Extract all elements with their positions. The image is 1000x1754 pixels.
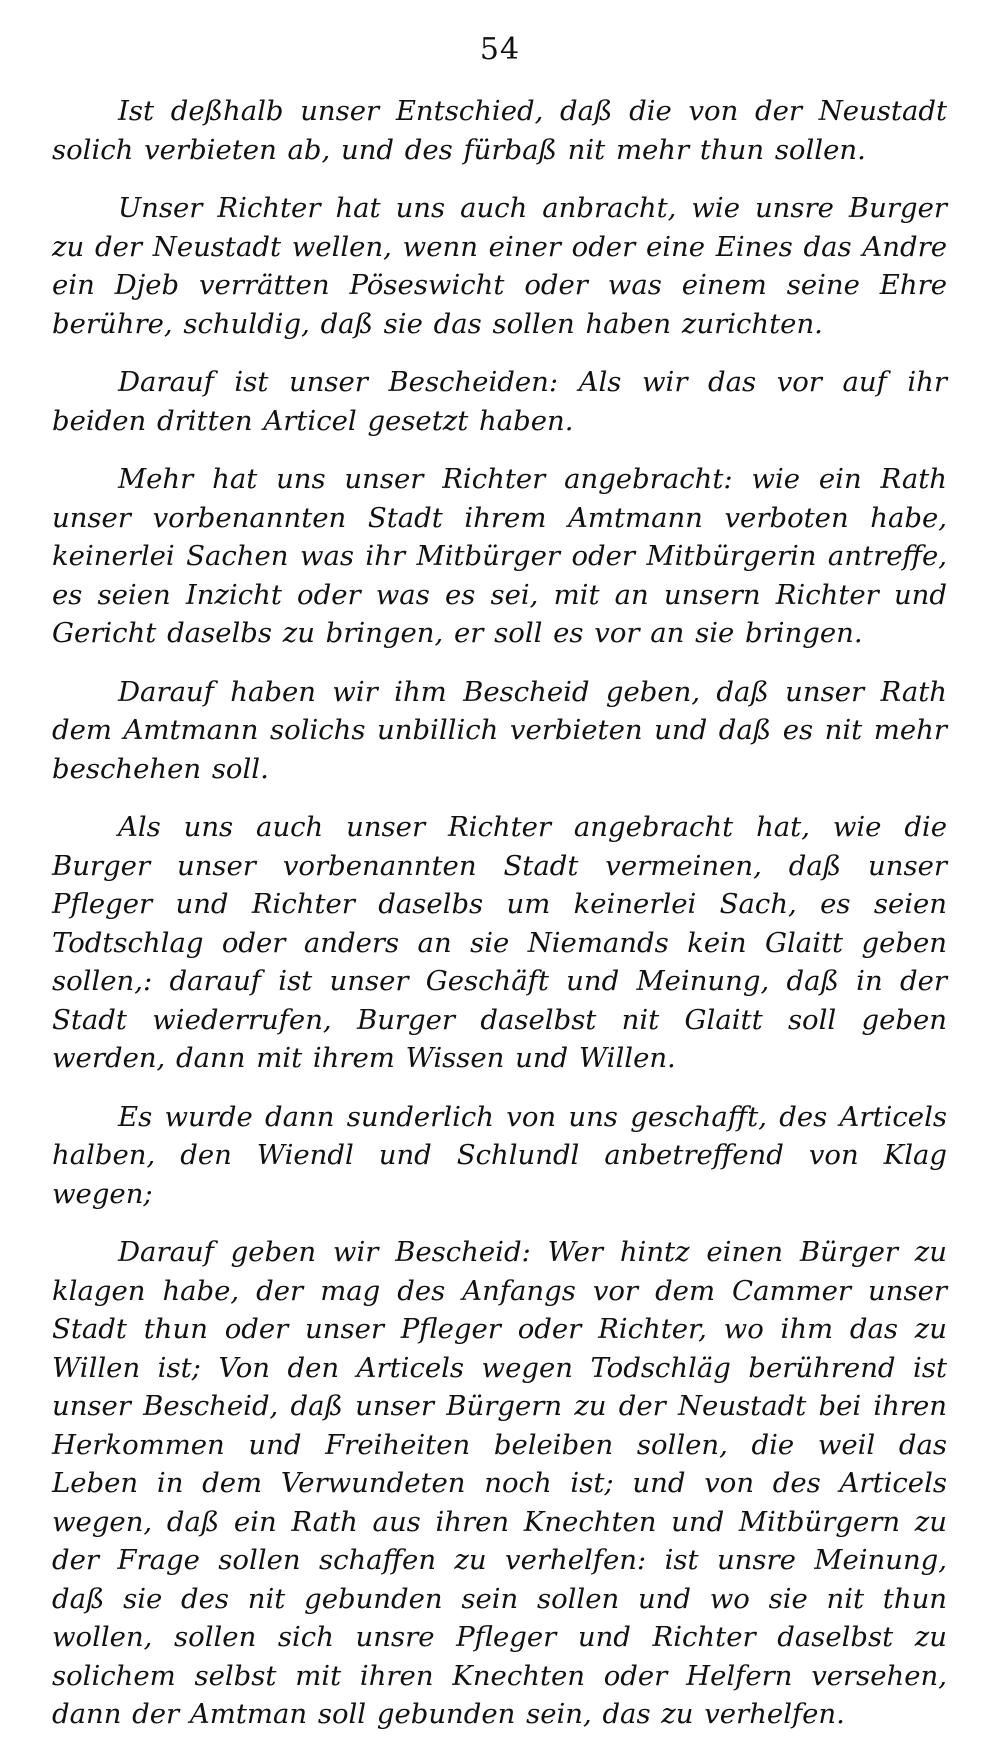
paragraph-6: Als uns auch unser Richter angebracht hat, wie die Burger unser vorbenannten Stadt vermeinen, daß unser Pfleger und Richter daselbs um keinerlei Sach, es seien Todtschlag oder anders an sie Niemands kein Glaitt geben sollen,: darauf ist unser Geschäft und Meinung, daß in der Stadt wiederrufen, Burger daselbst nit Glaitt soll geben werden, dann mit ihrem Wissen und Willen.	[52, 811, 947, 1074]
paragraph-3: Darauf ist unser Bescheiden: Als wir das vor auf ihr beiden dritten Articel gesetzt haben.	[52, 366, 947, 437]
paragraph-1: Ist deßhalb unser Entschied, daß die von der Neustadt solich verbieten ab, und des fürbaß nit mehr thun sollen.	[52, 95, 947, 166]
page-number: 54	[479, 32, 521, 67]
paragraph-8: Darauf geben wir Bescheid: Wer hintz einen Bürger zu klagen habe, der mag des Anfangs vor dem Cammer unser Stadt thun oder unser Pfleger oder Richter, wo ihm das zu Willen ist; Von den Articels wegen Todschläg berührend ist unser Bescheid, daß unser Bürgern zu der Neustadt bei ihren Herkommen und Freiheiten beleiben sollen, die weil das Leben in dem Verwundeten noch ist; und von des Articels wegen, daß ein Rath aus ihren Knechten und Mitbürgern zu der Frage sollen schaffen zu verhelfen: ist unsre Meinung, daß sie des nit gebunden sein sollen und wo sie nit thun wollen, sollen sich unsre Pfleger und Richter daselbst zu solichem selbst mit ihren Knechten oder Helfern versehen, dann der Amtman soll gebunden sein, das zu verhelfen.	[52, 1236, 947, 1730]
paragraph-2: Unser Richter hat uns auch anbracht, wie unsre Burger zu der Neustadt wellen, wenn einer oder eine Eines das Andre ein Djeb verrätten Pöseswicht oder was einem seine Ehre berühre, schuldig, daß sie das sollen haben zurichten.	[52, 192, 947, 340]
paragraph-7: Es wurde dann sunderlich von uns geschafft, des Articels halben, den Wiendl und Schlundl anbetreffend von Klag wegen;	[52, 1100, 947, 1210]
body-text	[52, 92, 947, 1754]
paragraph-4: Mehr hat uns unser Richter angebracht: wie ein Rath unser vorbenannten Stadt ihrem Amtmann verboten habe, keinerlei Sachen was ihr Mitbürger oder Mitbürgerin antreffe, es seien Inzicht oder was es sei, mit an unsern Richter und Gericht daselbs zu bringen, er soll es vor an sie bringen.	[52, 463, 947, 649]
paragraph-5: Darauf haben wir ihm Bescheid geben, daß unser Rath dem Amtmann solichs unbillich verbieten und daß es nit mehr beschehen soll.	[52, 675, 947, 785]
